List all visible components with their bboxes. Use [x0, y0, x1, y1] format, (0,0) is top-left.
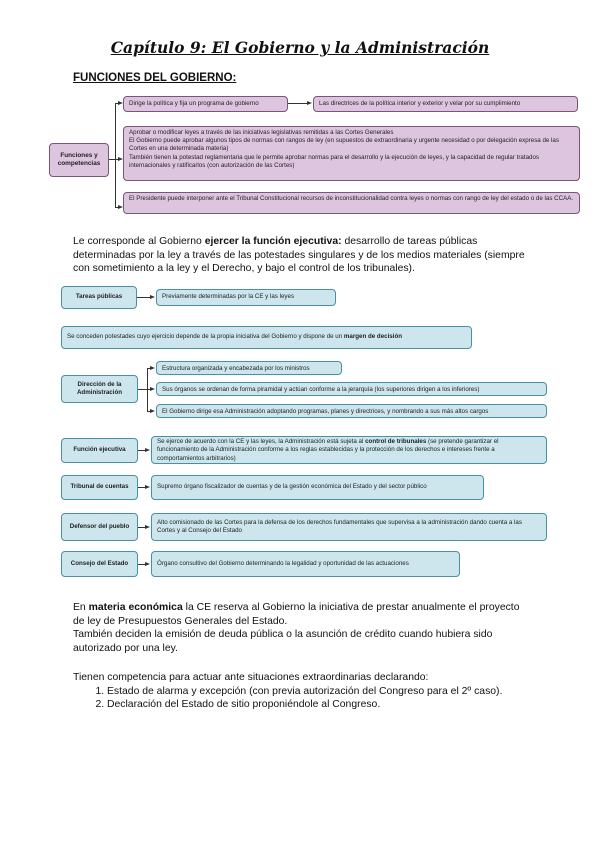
economic-paragraph [73, 601, 523, 655]
legislative-line-3: También tienen la potestad reglamentaria que le permite aprobar normas para el desarrollo y la ejecución de leyes, y la capacidad de regular tratados internacionales y ratificarlos (con autorización de las Cortes) [129, 153, 539, 169]
extraordinary-intro: Tienen competencia para actuar ante situaciones extraordinarias declarando: [73, 672, 429, 683]
branch-policy: Dirige la política y fija un programa de gobierno [123, 96, 288, 112]
funcion-text: Se ejerce de acuerdo con la CE y las leyes, la Administración está sujeta al control de tribunales (se pretende garantizar el funcionamiento de la Administración conforme a los reglas establecidas y la protección de los derechos e intereses frente a comportamientos arbitrarios) [151, 436, 547, 464]
branch-legislative [123, 126, 580, 181]
consejo-text: Órgano consultivo del Gobierno determinando la legalidad y oportunidad de las actuaciones [151, 551, 460, 577]
extraordinary-paragraph [73, 671, 523, 712]
root-node: Funciones y competencias [49, 143, 109, 177]
executive-function-paragraph: Le corresponde al Gobierno ejercer la función ejecutiva: desarrollo de tareas públicas determinadas por la ley a través de las potestades singulares y de los medios materiales (siempre con sometimiento a la ley y el Derecho, y bajo el control de los tribunales). [73, 236, 525, 275]
direccion-item-2: Sus órganos se ordenan de forma piramidal y actúan conforme a la jerarquía (los superiores dirigen a los inferiores) [156, 382, 547, 396]
direccion-item-1: Estructura organizada y encabezada por los ministros [156, 361, 342, 375]
branch-constitutional: El Presidente puede interponer ante el Tribunal Constitucional recursos de inconstitucionalidad contra leyes o normas con rango de ley del estado o de las CCAA. [123, 192, 580, 214]
defensor-label: Defensor del pueblo [61, 513, 138, 541]
direccion-item-3: El Gobierno dirige esa Administración adoptando programas, planes y directrices, y nombrando a sus más altos cargos [156, 404, 547, 418]
consejo-label: Consejo del Estado [61, 551, 138, 577]
defensor-text: Alto comisionado de las Cortes para la defensa de los derechos fundamentales que supervisa a la administración dando cuenta a las Cortes y al Consejo del Estado [151, 513, 547, 541]
list-item: 1. Estado de alarma y excepción (con previa autorización del Congreso para el 2º caso). [107, 685, 523, 699]
economic-line-1: En materia económica la CE reserva al Gobierno la iniciativa de prestar anualmente el proyecto de ley de Presupuestos Generales del Estado. [73, 602, 520, 627]
tribunal-text: Supremo órgano fiscalizador de cuentas y de la gestión económica del Estado y del sector público [151, 475, 484, 500]
tareas-text: Previamente determinadas por la CE y las leyes [156, 289, 336, 306]
branch-policy-child: Las directrices de la política interior y exterior y velar por su cumplimiento [313, 96, 578, 112]
list-item: 2. Declaración del Estado de sitio proponiéndole al Congreso. [107, 698, 523, 712]
legislative-line-1: Aprobar o modificar leyes a través de las iniciativas legislativas remitidas a las Cortes Generales [129, 129, 394, 136]
extraordinary-list [73, 685, 523, 712]
economic-line-2: También deciden la emisión de deuda pública o la asunción de crédito cuando hubiera sido autorizado por una ley. [73, 629, 493, 654]
legislative-line-2: El Gobierno puede aprobar algunos tipos de normas con rangos de ley (en supuestos de extraordinaria y urgente necesidad o por delegación expresa de las Cortes en una determinada materia) [129, 137, 559, 153]
page-title: Capítulo 9: El Gobierno y la Administración [110, 38, 490, 57]
tareas-label: Tareas públicas [61, 286, 137, 309]
tribunal-label: Tribunal de cuentas [61, 475, 138, 500]
potestades-box: Se conceden potestades cuyo ejercicio depende de la propia iniciativa del Gobierno y dispone de un margen de decisión [61, 326, 472, 349]
funcion-label: Función ejecutiva [61, 438, 138, 463]
direccion-label: Dirección de la Administración [61, 375, 138, 403]
section-title: FUNCIONES DEL GOBIERNO: [73, 72, 237, 84]
